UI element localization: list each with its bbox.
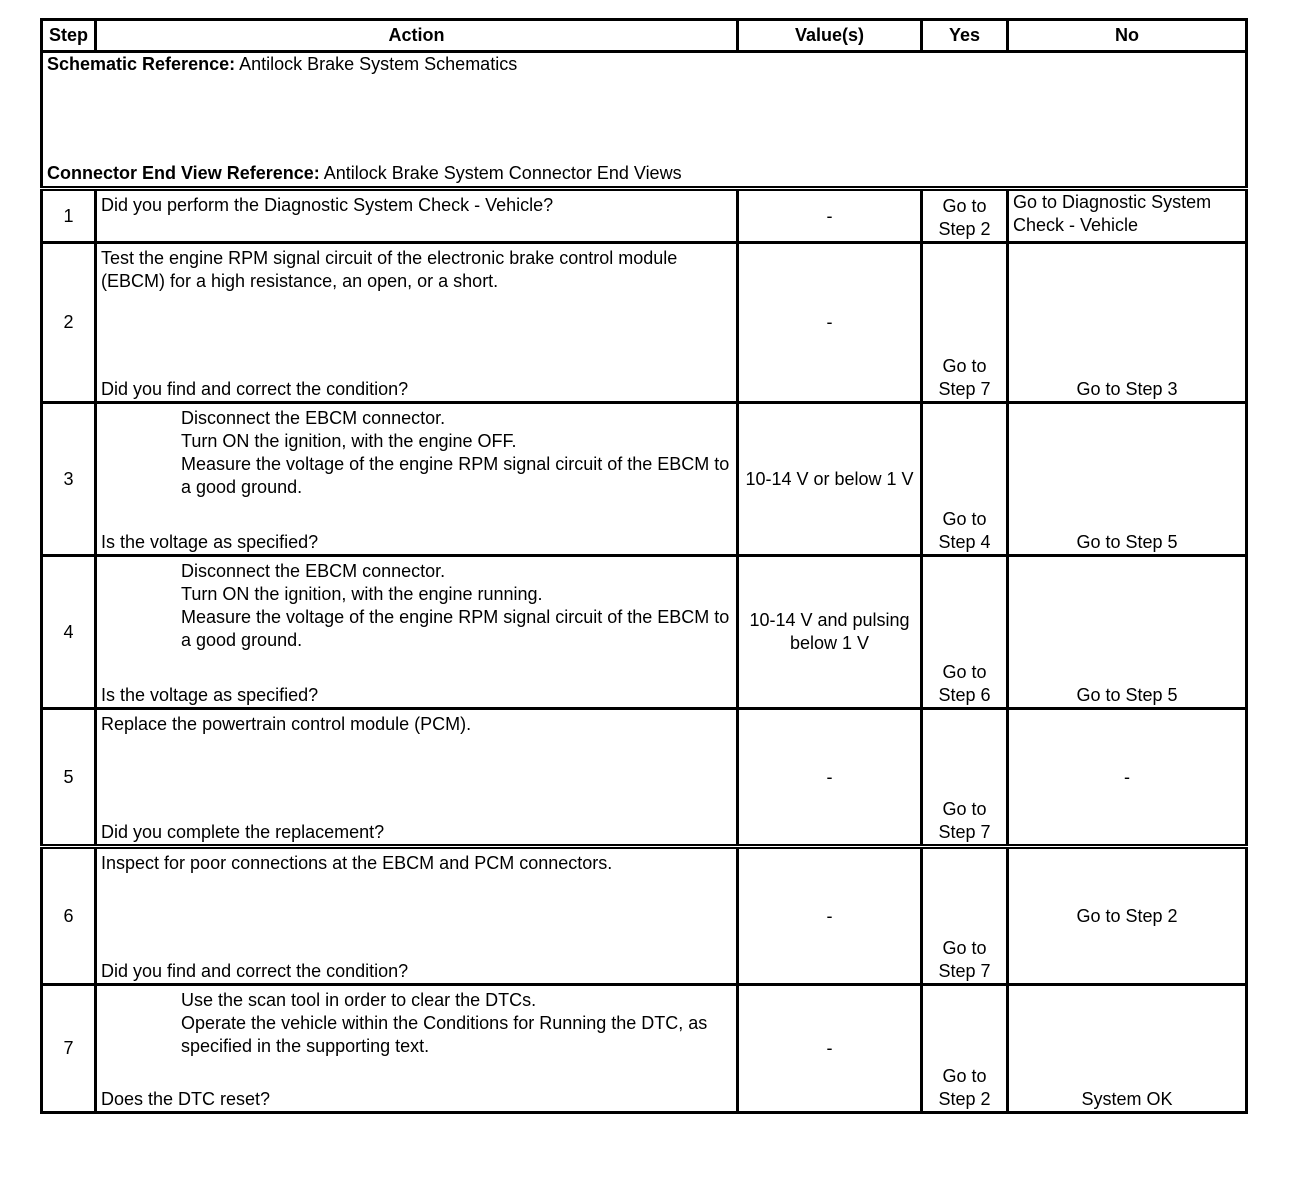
table-row-step-6 [42, 847, 1247, 985]
yes-cell[interactable]: Go to Step 4 [922, 403, 1008, 556]
action-substeps [101, 560, 732, 652]
header-values: Value(s) [738, 20, 922, 52]
value-cell: - [738, 189, 922, 243]
yes-cell[interactable]: Go to Step 7 [922, 847, 1008, 985]
substep: Disconnect the EBCM connector. [181, 561, 446, 581]
schematic-reference [47, 53, 1241, 76]
no-cell[interactable]: Go to Step 2 [1008, 847, 1247, 985]
value-cell: - [738, 985, 922, 1113]
value-cell: 10-14 V and pulsing below 1 V [738, 556, 922, 709]
action-question: Did you perform the Diagnostic System Check - Vehicle? [101, 195, 554, 215]
action-cell [96, 403, 738, 556]
connector-reference-label: Connector End View Reference: [47, 163, 320, 183]
action-question: Did you complete the replacement? [101, 822, 385, 842]
no-cell[interactable]: Go to Diagnostic System Check - Vehicle [1008, 189, 1247, 243]
substep: Turn ON the ignition, with the engine running. [181, 584, 543, 604]
yes-cell[interactable]: Go to Step 2 [922, 189, 1008, 243]
yes-cell[interactable]: Go to Step 6 [922, 556, 1008, 709]
value-cell: - [738, 709, 922, 847]
schematic-reference-label: Schematic Reference: [47, 54, 236, 74]
yes-cell[interactable]: Go to Step 7 [922, 709, 1008, 847]
no-cell[interactable]: Go to Step 5 [1008, 403, 1247, 556]
value-cell: 10-14 V or below 1 V [738, 403, 922, 556]
header-row [42, 20, 1247, 52]
no-cell[interactable]: Go to Step 3 [1008, 243, 1247, 403]
table-row-step-2 [42, 243, 1247, 403]
no-cell: System OK [1008, 985, 1247, 1113]
step-number: 5 [42, 709, 96, 847]
connector-reference-link[interactable]: Antilock Brake System Connector End Views [319, 163, 682, 183]
header-step: Step [42, 20, 96, 52]
reference-row [42, 52, 1247, 189]
header-no: No [1008, 20, 1247, 52]
substep: Measure the voltage of the engine RPM signal circuit of the EBCM to a good ground. [181, 607, 730, 650]
action-question: Does the DTC reset? [101, 1089, 271, 1109]
step-number: 3 [42, 403, 96, 556]
action-question: Is the voltage as specified? [101, 532, 319, 552]
action-question: Did you find and correct the condition? [101, 961, 409, 981]
step-number: 7 [42, 985, 96, 1113]
substep: Operate the vehicle within the Conditions for Running the DTC, as specified in the supporting text. [181, 1013, 708, 1056]
table-row-step-1 [42, 189, 1247, 243]
no-cell: - [1008, 709, 1247, 847]
action-question: Is the voltage as specified? [101, 685, 319, 705]
action-question: Did you find and correct the condition? [101, 379, 409, 399]
action-substeps [101, 989, 732, 1058]
connector-reference [47, 162, 682, 185]
step-number: 2 [42, 243, 96, 403]
diagnostic-table [40, 18, 1248, 1114]
action-substeps [101, 407, 732, 499]
table-row-step-3 [42, 403, 1247, 556]
yes-cell[interactable]: Go to Step 2 [922, 985, 1008, 1113]
action-cell [96, 189, 738, 243]
table-row-step-5 [42, 709, 1247, 847]
value-cell: - [738, 847, 922, 985]
table-row-step-4 [42, 556, 1247, 709]
substep: Measure the voltage of the engine RPM signal circuit of the EBCM to a good ground. [181, 454, 730, 497]
yes-cell[interactable]: Go to Step 7 [922, 243, 1008, 403]
substep: Disconnect the EBCM connector. [181, 408, 446, 428]
action-cell [96, 709, 738, 847]
action-description: Replace the powertrain control module (PCM). [101, 714, 472, 734]
step-number: 6 [42, 847, 96, 985]
no-cell[interactable]: Go to Step 5 [1008, 556, 1247, 709]
substep: Use the scan tool in order to clear the DTCs. [181, 990, 537, 1010]
action-cell [96, 985, 738, 1113]
table-row-step-7 [42, 985, 1247, 1113]
action-description: Test the engine RPM signal circuit of the electronic brake control module (EBCM) for a high resistance, an open, or a short. [101, 248, 678, 291]
reference-cell [42, 52, 1247, 189]
value-cell: - [738, 243, 922, 403]
schematic-reference-link[interactable]: Antilock Brake System Schematics [235, 54, 518, 74]
step-number: 4 [42, 556, 96, 709]
header-action: Action [96, 20, 738, 52]
action-cell [96, 243, 738, 403]
header-yes: Yes [922, 20, 1008, 52]
step-number: 1 [42, 189, 96, 243]
action-cell [96, 847, 738, 985]
action-cell [96, 556, 738, 709]
substep: Turn ON the ignition, with the engine OFF. [181, 431, 517, 451]
action-description: Inspect for poor connections at the EBCM and PCM connectors. [101, 853, 613, 873]
